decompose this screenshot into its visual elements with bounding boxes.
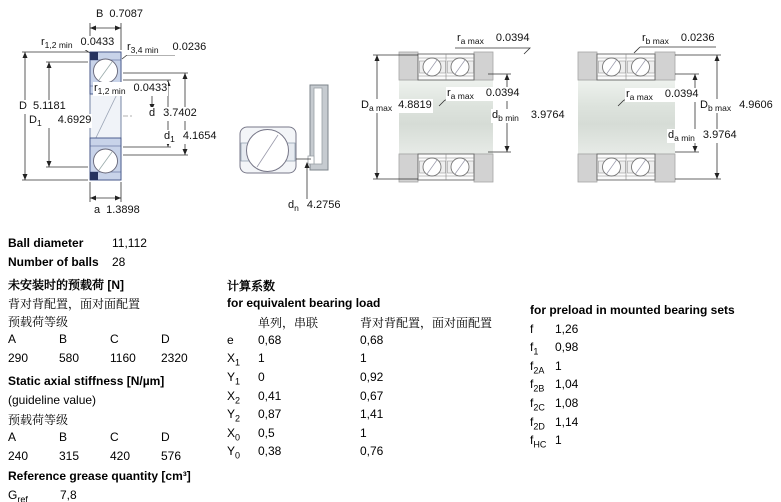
dim-value: 4.6929 [57,114,92,126]
dim-value: 4.9606 [739,99,773,111]
factor-symbol-cell [530,396,555,412]
number-of-balls-label: Number of balls [8,254,99,269]
dim-label-Da-max [360,99,433,113]
dim-label-da-min [667,129,738,143]
dim-subscript: b max [645,36,669,47]
factor-row-f2a [530,359,775,378]
dim-subscript: ref [17,494,28,502]
factor-value: 0,98 [555,340,579,355]
preload-c: 1160 [110,350,136,365]
preload-factors-title: for preload in mounted bearing sets [530,303,735,317]
dim-subscript: 1 [170,134,175,145]
factor-subscript: 2B [533,383,545,394]
value-paired: 0,92 [360,369,384,384]
preload-d: 2320 [161,350,188,365]
dim-label-D [18,100,67,114]
geometry-preload-block [8,236,224,502]
value-paired: 1 [360,425,367,440]
factor-row-fhc [530,433,775,452]
calc-row-e [227,333,517,352]
dim-symbol: d [492,109,499,121]
factor-symbol: Y [227,444,236,459]
factor-symbol: Y [227,407,236,422]
factor-subscript: HC [533,439,547,450]
dim-symbol: B [96,8,104,20]
dim-value: 3.9764 [702,129,737,141]
grease-value: 7,8 [60,487,77,502]
factor-subscript: 2D [533,420,545,431]
stiffness-c: 420 [110,448,131,463]
stiffness-class-header [8,430,224,449]
dim-value: 0.0394 [495,32,530,44]
factor-symbol: X [227,425,236,440]
preload-factors-block [530,303,775,452]
stiffness-d: 576 [161,448,182,463]
calc-factors-header [227,314,517,333]
dim-value: 0.0394 [485,87,520,99]
calc-row-x0 [227,426,517,445]
dim-symbol: D [19,100,27,112]
dim-value: 0.0433 [80,36,115,48]
dim-label-r12-min-mid [93,82,168,96]
dim-label-D1 [28,114,92,128]
dim-subscript: a min [674,133,695,144]
ball-diameter-label: Ball diameter [8,236,84,250]
factor-symbol-cell [530,433,555,449]
preload-class-label: 预载荷等级 [8,315,69,330]
dim-symbol: r [457,32,461,44]
factor-symbol: Y [227,369,236,384]
dim-subscript: 3,4 min [130,45,159,56]
ball-diameter-row [8,236,224,255]
dim-value: 4.1654 [182,130,217,142]
calc-row-x2 [227,389,517,408]
stiffness-class-label: 预载荷等级 [8,413,69,428]
dim-subscript: 1,2 min [97,86,126,97]
factor-row-f2c [530,396,775,415]
dim-label-r34-min [126,41,207,55]
factor-symbol-cell [227,351,258,367]
dim-value: 4.8819 [398,99,432,111]
dim-symbol: G [8,487,18,502]
dim-symbol: d [288,199,295,211]
dim-symbol: a [94,204,101,216]
class-d: D [161,429,170,444]
dim-symbol: D [700,99,708,111]
dim-value: 0.0236 [680,32,715,44]
factor-value: 1 [555,358,562,373]
class-b: B [59,429,68,444]
preload-unmounted-title: 未安装时的预载荷 [N] [8,278,124,293]
preload-a: 290 [8,350,29,365]
value-single: 0,68 [258,332,282,347]
factor-symbol-cell [227,444,258,460]
ball-diameter-value: 11,112 [112,236,147,250]
factor-row-f2d [530,415,775,434]
dim-symbol: d [164,130,171,142]
factor-subscript: 0 [235,432,241,443]
dim-label-db-min [491,109,566,123]
dim-subscript: b min [498,113,519,124]
dim-symbol: r [41,36,45,48]
factor-symbol: f [530,395,534,410]
dim-subscript: a max [629,92,653,103]
col-back-to-back-face-to-face: 背对背配置，面对面配置 [360,316,493,331]
dim-value: 4.2756 [306,199,341,211]
factor-subscript: 2C [533,402,545,413]
dim-symbol: r [626,88,630,100]
dim-value: 3.9764 [530,109,565,121]
col-single-tandem: 单列，串联 [258,316,319,331]
factor-symbol: f [530,340,534,355]
value-single: 0,38 [258,444,282,459]
dim-label-ra-max-mid-left [446,87,520,101]
dim-value: 0.0394 [664,88,699,100]
calc-row-y2 [227,407,517,426]
stiffness-a: 240 [8,448,29,463]
dim-symbol: r [127,41,131,53]
factor-subscript: 1 [235,357,241,368]
factor-value: 1,04 [555,377,579,392]
drawing-bearing-with-sleeve [240,85,328,200]
value-single: 0,87 [258,407,282,422]
factor-row-f2b [530,377,775,396]
dim-subscript: b max [707,103,732,114]
dim-label-d1 [163,130,218,144]
factor-symbol-cell [530,415,555,431]
value-paired: 0,67 [360,388,384,403]
dim-label-a [93,204,141,218]
factor-symbol-cell [227,389,258,405]
factor-subscript: 2A [533,365,545,376]
preload-arrangement-note: 背对背配置，面对面配置 [8,296,141,311]
factor-row-f1 [530,340,775,359]
stiffness-values-row [8,449,224,468]
dim-label-ra-max-mid-right [625,88,699,102]
dim-value: 3.7402 [163,107,197,119]
factor-symbol-cell [227,426,258,442]
factor-value: 1 [555,433,562,448]
dim-symbol: d [149,107,156,119]
factor-symbol-cell [227,333,258,349]
dim-label-Db-max [699,99,774,113]
drawing-mounted-pair-right [578,47,721,182]
factor-value: 1,26 [555,321,579,336]
value-single: 0,41 [258,388,282,403]
dim-symbol: r [642,32,646,44]
factor-symbol: f [530,377,534,392]
class-a: A [8,429,17,444]
dim-subscript: a max [460,36,484,47]
dim-subscript: a max [368,103,393,114]
class-b: B [59,331,68,346]
value-single: 0 [258,369,265,384]
value-single: 1 [258,351,265,366]
class-c: C [110,331,119,346]
stiffness-title: Static axial stiffness [N/µm] [8,374,165,389]
factor-row-f [530,322,775,341]
factor-subscript: 2 [235,413,241,424]
dim-value: 1.3898 [106,204,140,216]
calc-row-x1 [227,351,517,370]
dim-subscript: 1,2 min [44,40,73,51]
class-a: A [8,331,17,346]
class-d: D [161,331,170,346]
dim-value: 5.1181 [32,100,66,112]
stiffness-b: 315 [59,448,80,463]
factor-symbol: f [530,321,534,336]
calc-factors-subtitle: for equivalent bearing load [227,295,381,310]
dim-subscript: a max [450,91,474,102]
factor-symbol-cell [227,407,258,423]
factor-value: 1,08 [555,395,579,410]
dim-subscript: 1 [36,118,42,129]
value-paired: 0,68 [360,332,384,347]
dim-symbol: r [447,87,451,99]
factor-subscript: 1 [533,346,539,357]
calc-row-y1 [227,370,517,389]
factor-symbol-cell [530,322,555,338]
dim-subscript: n [294,203,299,214]
factor-subscript: 0 [235,450,241,461]
factor-symbol: X [227,388,236,403]
factor-symbol: f [530,433,534,448]
dim-symbol: r [94,82,98,94]
factor-symbol: X [227,351,236,366]
factor-subscript: 1 [235,376,241,387]
preload-class-header [8,332,224,351]
factor-symbol: f [530,358,534,373]
dim-label-r12-min-top [40,36,115,50]
value-single: 0,5 [258,425,275,440]
value-paired: 1 [360,351,367,366]
factor-symbol: f [530,414,534,429]
dim-label-B [95,8,144,22]
factor-symbol-cell [530,340,555,356]
factor-symbol-cell [530,359,555,375]
calc-row-y0 [227,444,517,463]
preload-values-row [8,351,224,370]
dim-label-rb-max-top [641,32,715,46]
dim-value: 0.7087 [109,8,143,20]
factor-symbol-cell [530,377,555,393]
value-paired: 0,76 [360,444,384,459]
number-of-balls-row [8,255,224,274]
dim-symbol: D [29,114,37,126]
grease-row [8,488,224,502]
dim-label-d [148,107,198,121]
dim-value: 0.0236 [172,41,207,53]
dim-symbol: d [668,129,675,141]
factor-subscript: 2 [235,394,241,405]
calc-factors-block [227,277,517,463]
class-c: C [110,429,119,444]
preload-b: 580 [59,350,80,365]
dim-label-ra-max-top [456,32,530,46]
number-of-balls-value: 28 [112,254,126,269]
dim-value: 0.0433 [133,82,168,94]
stiffness-note: (guideline value) [8,392,97,407]
grease-symbol [8,488,60,502]
dim-symbol: D [361,99,369,111]
factor-value: 1,14 [555,414,579,429]
factor-symbol-cell [227,370,258,386]
calc-factors-title: 计算系数 [227,279,276,293]
grease-title: Reference grease quantity [cm³] [8,469,191,484]
value-paired: 1,41 [360,407,384,422]
dim-label-dn [287,199,342,213]
factor-symbol: e [227,332,234,347]
